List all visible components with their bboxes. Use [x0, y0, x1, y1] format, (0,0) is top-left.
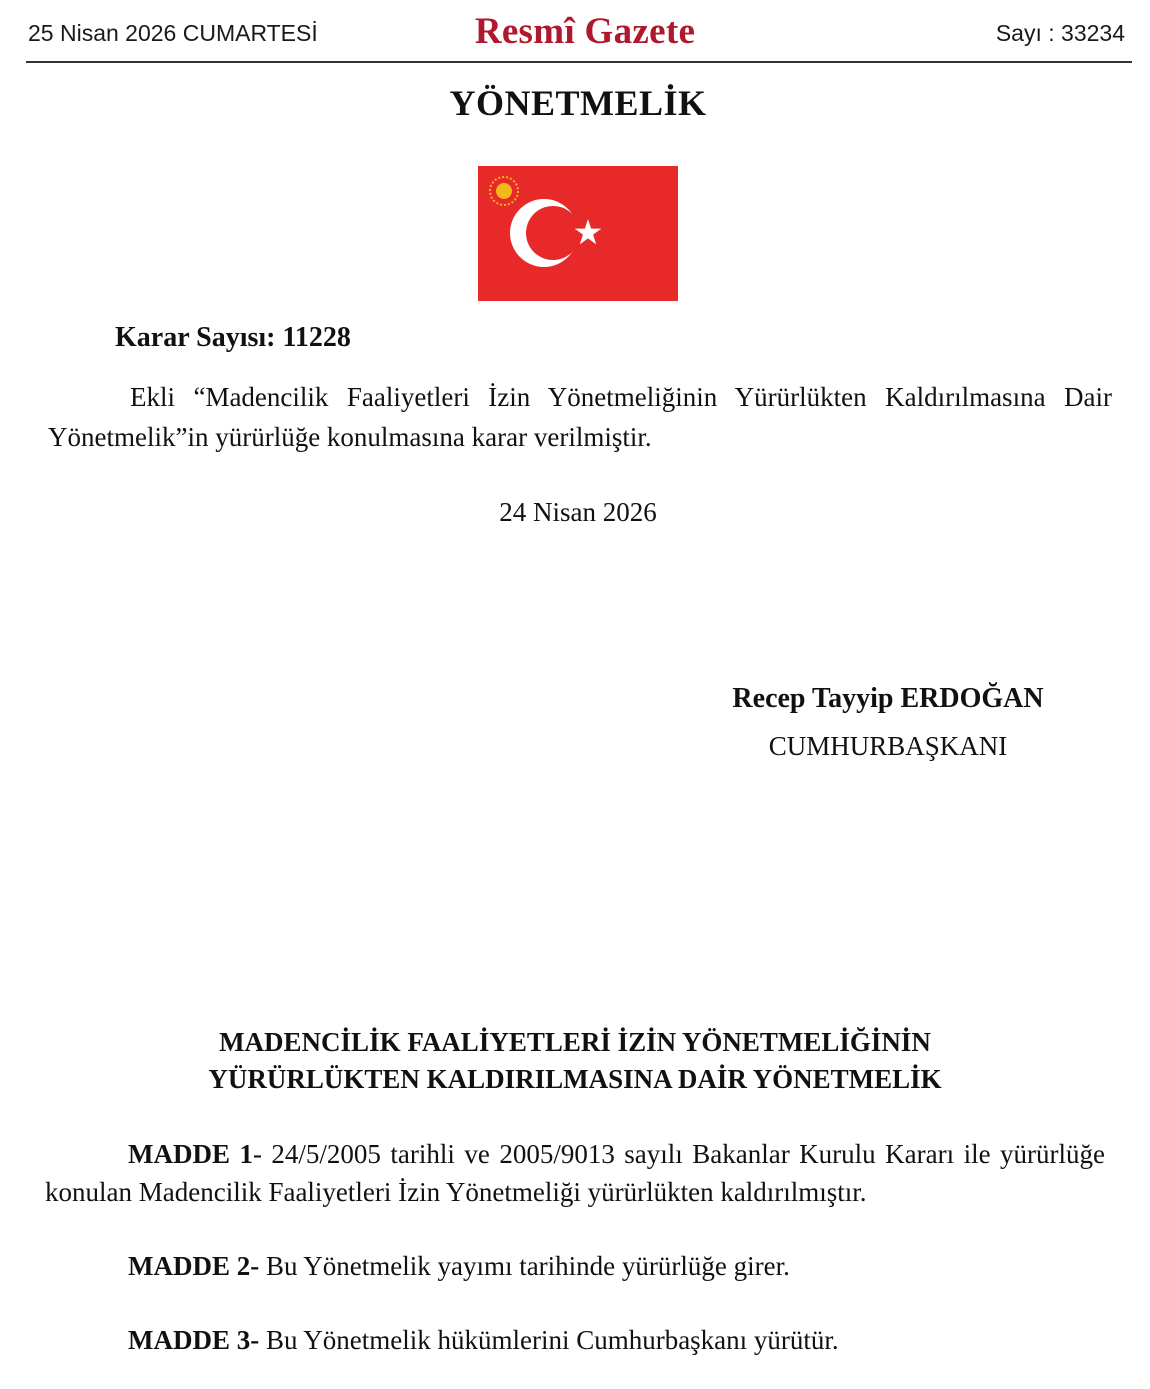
turkish-flag-icon	[478, 166, 678, 301]
signatory-name: Recep Tayyip ERDOĞAN	[732, 683, 1044, 714]
gazette-name: Resmî Gazete	[474, 11, 696, 52]
regulation-title-line: MADENCİLİK FAALİYETLERİ İZİN YÖNETMELİĞİNİN	[219, 1027, 931, 1057]
article-label: MADDE 3-	[128, 1325, 260, 1355]
decision-date: 24 Nisan 2026	[499, 497, 657, 527]
article-text: Bu Yönetmelik yayımı tarihinde yürürlüğe girer.	[259, 1251, 790, 1281]
issue-number: Sayı : 33234	[995, 20, 1125, 46]
article-2	[45, 1247, 1105, 1285]
publication-date: 25 Nisan 2026 CUMARTESİ	[28, 20, 318, 46]
article-text: Bu Yönetmelik hükümlerini Cumhurbaşkanı yürütür.	[259, 1325, 839, 1355]
regulation-title-line: YÜRÜRLÜKTEN KALDIRILMASINA DAİR YÖNETMELİK	[208, 1064, 942, 1094]
signatory-title: CUMHURBAŞKANI	[768, 731, 1008, 761]
decision-number: Karar Sayısı: 11228	[115, 322, 351, 353]
article-1	[45, 1135, 1105, 1211]
decision-body: Ekli “Madencilik Faaliyetleri İzin Yönetmeliğinin Yürürlükten Kaldırılmasına Dair Yönetmelik”in yürürlüğe konulmasına karar verilmiştir.	[48, 382, 1112, 452]
article-label: MADDE 2-	[128, 1251, 260, 1281]
article-3	[45, 1321, 1105, 1359]
header-divider	[26, 61, 1132, 63]
article-text: - 24/5/2005 tarihli ve 2005/9013 sayılı Bakanlar Kurulu Kararı ile yürürlüğe konulan Madencilik Faaliyetleri İzin Yönetmeliği yürürlükten kaldırılmıştır.	[45, 1139, 1105, 1207]
regulation-title	[0, 1024, 1150, 1098]
article-label: MADDE 1	[128, 1139, 253, 1169]
section-title: YÖNETMELİK	[449, 83, 707, 123]
